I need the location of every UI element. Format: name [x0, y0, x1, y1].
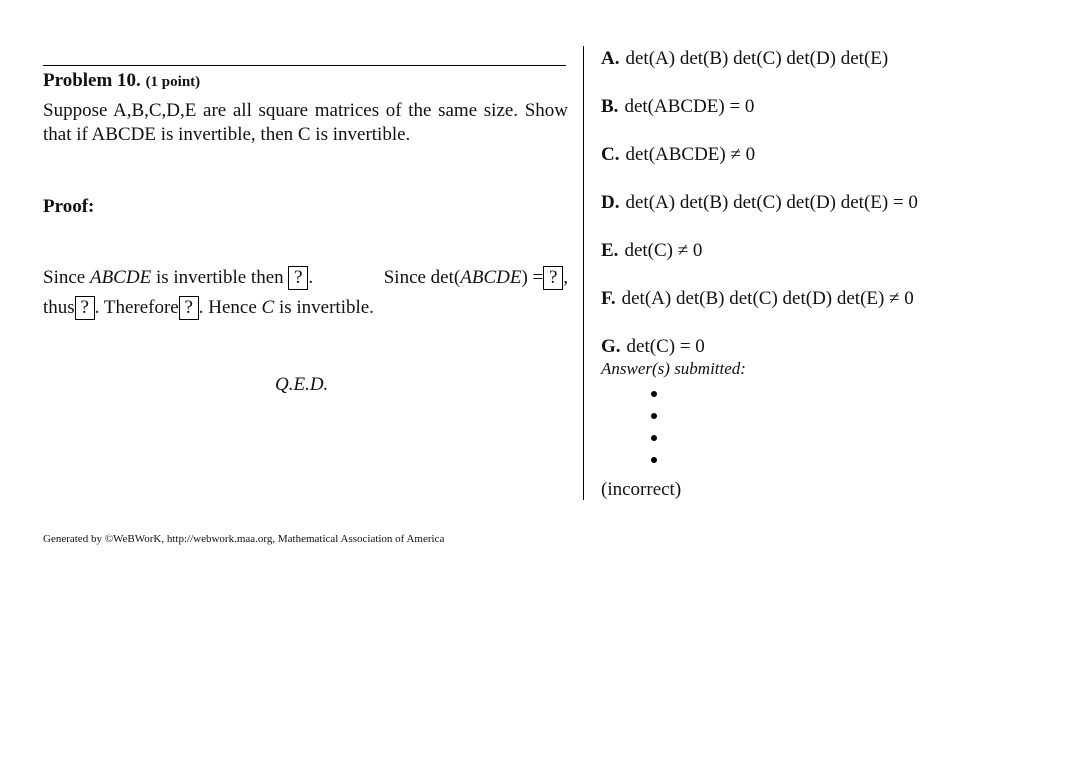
proof-segment-2: Since det(ABCDE) = ? ,	[383, 267, 568, 288]
matrix-product: ABCDE	[89, 267, 152, 288]
problem-title	[43, 70, 200, 92]
option-e: E. det(C) ≠ 0	[601, 240, 703, 261]
bullet-icon	[651, 391, 657, 397]
bullet-icon	[651, 457, 657, 463]
bullet-icon	[651, 435, 657, 441]
option-d: D. det(A) det(B) det(C) det(D) det(E) = 0	[601, 192, 918, 213]
proof-label: Proof:	[43, 196, 95, 217]
problem-number: Problem 10.	[43, 70, 141, 91]
option-b: B. det(ABCDE) = 0	[601, 96, 755, 117]
list-item	[648, 405, 660, 427]
list-item	[648, 383, 660, 405]
problem-statement: Suppose A,B,C,D,E are all square matrices of the same size. Show that if ABCDE is invertible, then C is invertible.	[43, 100, 568, 145]
answers-submitted-label: Answer(s) submitted:	[601, 359, 746, 378]
qed: Q.E.D.	[275, 374, 329, 395]
top-rule	[43, 65, 566, 66]
submission-status: (incorrect)	[601, 479, 682, 500]
blank-select-4[interactable]: ?	[179, 296, 199, 320]
problem-points: (1 point)	[145, 74, 201, 90]
blank-select-1[interactable]: ?	[288, 266, 308, 290]
matrix-c: C	[261, 297, 275, 318]
footer-credit: Generated by ©WeBWorK, http://webwork.maa.org, Mathematical Association of America	[43, 533, 445, 545]
proof-line-1	[43, 266, 568, 290]
proof-segment-1: Since ABCDE is invertible then ? .	[43, 267, 314, 288]
bullet-icon	[651, 413, 657, 419]
option-c: C. det(ABCDE) ≠ 0	[601, 144, 756, 165]
blank-select-2[interactable]: ?	[543, 266, 563, 290]
list-item	[648, 449, 660, 471]
option-g: G. det(C) = 0	[601, 336, 705, 357]
column-divider	[583, 46, 584, 500]
submitted-answers-list	[648, 383, 660, 471]
matrix-product: ABCDE	[460, 267, 522, 288]
list-item	[648, 427, 660, 449]
blank-select-3[interactable]: ?	[75, 296, 95, 320]
proof-line-2: thus ? . Therefore ? . Hence C is invertible.	[43, 297, 374, 318]
option-a: A. det(A) det(B) det(C) det(D) det(E)	[601, 48, 889, 69]
option-f: F. det(A) det(B) det(C) det(D) det(E) ≠ 0	[601, 288, 914, 309]
